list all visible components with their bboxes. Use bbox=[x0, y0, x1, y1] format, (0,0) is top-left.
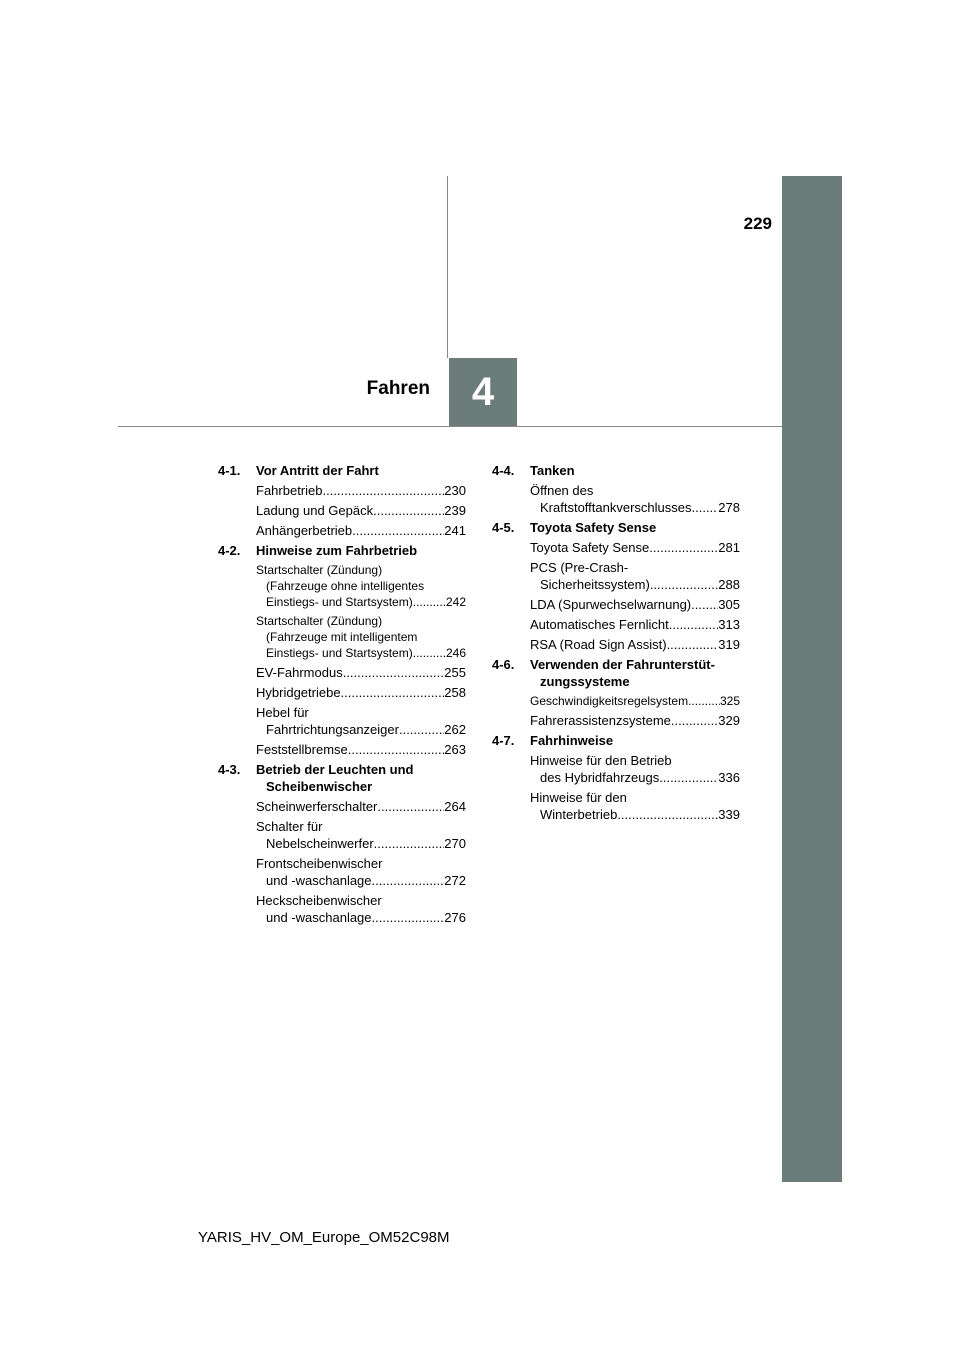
document-footer: YARIS_HV_OM_Europe_OM52C98M bbox=[198, 1229, 450, 1246]
toc-entry-page: 288 bbox=[718, 577, 740, 592]
toc-entry-line bbox=[530, 752, 740, 769]
toc-entry-line bbox=[256, 522, 466, 539]
section-number: 4-4. bbox=[492, 463, 515, 478]
toc-entry-page: 230 bbox=[444, 483, 466, 498]
dot-leader bbox=[348, 741, 445, 758]
toc-entry-text: Frontscheibenwischer bbox=[256, 856, 383, 871]
section-title bbox=[256, 462, 466, 479]
toc-entry[interactable] bbox=[256, 522, 466, 539]
toc-entry-page: 325 bbox=[719, 694, 740, 708]
toc-entry[interactable] bbox=[256, 798, 466, 815]
toc-entry-line bbox=[530, 616, 740, 633]
toc-entry[interactable] bbox=[256, 482, 466, 499]
toc-left-column bbox=[218, 462, 466, 929]
toc-entry[interactable] bbox=[256, 892, 466, 926]
section-heading bbox=[492, 462, 740, 479]
toc-section bbox=[218, 761, 466, 926]
toc-entry-text: Heckscheibenwischer bbox=[256, 893, 382, 908]
section-title-line: Tanken bbox=[530, 463, 575, 478]
toc-entry-text: Geschwindigkeitsregelsystem bbox=[530, 694, 689, 708]
section-number: 4-7. bbox=[492, 733, 515, 748]
chapter-side-tab bbox=[782, 176, 842, 1182]
toc-entry-text: Hebel für bbox=[256, 705, 309, 720]
section-number: 4-6. bbox=[492, 657, 515, 672]
toc-section bbox=[218, 462, 466, 539]
toc-entry-page: 255 bbox=[444, 665, 466, 680]
dot-leader bbox=[374, 835, 445, 852]
toc-entry[interactable] bbox=[530, 539, 740, 556]
toc-entry-line bbox=[530, 576, 740, 593]
dot-leader bbox=[372, 872, 445, 889]
horizontal-divider bbox=[118, 426, 782, 427]
toc-entry[interactable] bbox=[530, 616, 740, 633]
toc-entry-line bbox=[256, 645, 466, 661]
section-title bbox=[530, 732, 740, 749]
section-heading bbox=[218, 462, 466, 479]
toc-entry-line bbox=[256, 855, 466, 872]
toc-entry-line bbox=[256, 835, 466, 852]
chapter-number: 4 bbox=[471, 369, 495, 414]
toc-entry[interactable] bbox=[256, 502, 466, 519]
toc-entry-page: 264 bbox=[444, 799, 466, 814]
toc-entry[interactable] bbox=[530, 482, 740, 516]
section-title bbox=[530, 519, 740, 536]
toc-entry-page: 305 bbox=[718, 597, 740, 612]
toc-entry-line bbox=[256, 872, 466, 889]
toc-entry[interactable] bbox=[530, 789, 740, 823]
toc-entry-line bbox=[256, 482, 466, 499]
toc-entry-line bbox=[256, 741, 466, 758]
toc-entry-line bbox=[256, 613, 466, 629]
toc-entry-line bbox=[256, 502, 466, 519]
section-heading bbox=[492, 656, 740, 690]
dot-leader bbox=[341, 684, 445, 701]
dot-leader bbox=[691, 596, 718, 613]
vertical-divider bbox=[447, 176, 448, 358]
toc-entry-text: Winterbetrieb bbox=[540, 807, 618, 822]
toc-entry-line bbox=[256, 664, 466, 681]
dot-leader bbox=[373, 502, 444, 519]
toc-entry[interactable] bbox=[530, 712, 740, 729]
toc-entry-text: Automatisches Fernlicht bbox=[530, 617, 669, 632]
section-heading bbox=[218, 542, 466, 559]
toc-entry[interactable] bbox=[256, 704, 466, 738]
toc-entry-page: 262 bbox=[444, 722, 466, 737]
toc-entry-line bbox=[530, 769, 740, 786]
toc-entry-line bbox=[530, 499, 740, 516]
toc-entry-line bbox=[256, 562, 466, 578]
toc-section bbox=[492, 462, 740, 516]
toc-entry[interactable] bbox=[256, 818, 466, 852]
toc-entry-page: 258 bbox=[444, 685, 466, 700]
dot-leader bbox=[352, 522, 444, 539]
section-title-line: Scheibenwischer bbox=[266, 779, 373, 794]
toc-entry[interactable] bbox=[530, 596, 740, 613]
toc-entry-text: Nebelscheinwerfer bbox=[266, 836, 374, 851]
toc-entry-text: Anhängerbetrieb bbox=[256, 523, 353, 538]
section-title-line: Verwenden der Fahrunterstüt- bbox=[530, 657, 715, 672]
toc-entry-line bbox=[256, 892, 466, 909]
dot-leader bbox=[649, 539, 718, 556]
toc-entry-text: Öffnen des bbox=[530, 483, 594, 498]
toc-entry-text: Ladung und Gepäck bbox=[256, 503, 374, 518]
toc-entry-text: des Hybridfahrzeugs bbox=[540, 770, 660, 785]
section-title-line: Betrieb der Leuchten und bbox=[256, 762, 414, 777]
toc-entry-line bbox=[256, 909, 466, 926]
toc-entry-page: 272 bbox=[444, 873, 466, 888]
toc-entry-line bbox=[530, 789, 740, 806]
toc-entry[interactable] bbox=[530, 559, 740, 593]
toc-entry[interactable] bbox=[530, 693, 740, 709]
toc-entry-page: 336 bbox=[718, 770, 740, 785]
toc-entry-text: Startschalter (Zündung) bbox=[256, 614, 383, 628]
section-number: 4-1. bbox=[218, 463, 241, 478]
toc-entry-text: und -waschanlage bbox=[266, 873, 372, 888]
toc-entry-line bbox=[256, 594, 466, 610]
dot-leader bbox=[669, 616, 719, 633]
toc-entry-text: PCS (Pre-Crash- bbox=[530, 560, 629, 575]
section-title-line: Fahrhinweise bbox=[530, 733, 614, 748]
section-title bbox=[256, 542, 466, 559]
toc-entry-text: Hinweise für den Betrieb bbox=[530, 753, 672, 768]
section-heading bbox=[492, 519, 740, 536]
dot-leader bbox=[377, 798, 444, 815]
toc-entry-line bbox=[530, 712, 740, 729]
toc-entry-text: Sicherheitssystem) bbox=[540, 577, 650, 592]
section-heading bbox=[492, 732, 740, 749]
toc-entry-line bbox=[530, 693, 740, 709]
section-heading bbox=[218, 761, 466, 795]
toc-entry-line bbox=[530, 636, 740, 653]
toc-entry-page: 246 bbox=[445, 646, 466, 660]
toc-entry-line bbox=[256, 704, 466, 721]
section-title bbox=[530, 656, 740, 690]
toc-entry-line bbox=[256, 721, 466, 738]
section-number: 4-5. bbox=[492, 520, 515, 535]
toc-entry-page: 319 bbox=[718, 637, 740, 652]
toc-entry-text: EV-Fahrmodus bbox=[256, 665, 343, 680]
chapter-title: Fahren bbox=[366, 378, 430, 399]
toc-right-column bbox=[492, 462, 740, 826]
toc-entry[interactable] bbox=[256, 664, 466, 681]
toc-entry-line bbox=[530, 806, 740, 823]
toc-entry-page: 313 bbox=[718, 617, 740, 632]
section-title-line: Toyota Safety Sense bbox=[530, 520, 657, 535]
section-title bbox=[530, 462, 740, 479]
toc-entry-text: Fahrbetrieb bbox=[256, 483, 323, 498]
toc-section bbox=[492, 656, 740, 729]
toc-entry-text: Einstiegs- und Startsystem) bbox=[266, 646, 413, 660]
toc-entry-page: 242 bbox=[445, 595, 466, 609]
toc-entry-text: Feststellbremse bbox=[256, 742, 348, 757]
section-title-line: zungssysteme bbox=[540, 674, 630, 689]
toc-entry-line bbox=[256, 578, 466, 594]
toc-entry-page: 281 bbox=[718, 540, 740, 555]
toc-entry-page: 270 bbox=[444, 836, 466, 851]
toc-entry-page: 239 bbox=[444, 503, 466, 518]
dot-leader bbox=[399, 721, 444, 738]
toc-entry-page: 278 bbox=[718, 500, 740, 515]
toc-entry-text: Hybridgetriebe bbox=[256, 685, 341, 700]
toc-entry-line bbox=[530, 482, 740, 499]
toc-entry[interactable] bbox=[256, 741, 466, 758]
toc-entry-text: Hinweise für den bbox=[530, 790, 627, 805]
toc-entry-text: RSA (Road Sign Assist) bbox=[530, 637, 667, 652]
dot-leader bbox=[671, 712, 718, 729]
toc-entry[interactable] bbox=[530, 636, 740, 653]
section-title-line: Hinweise zum Fahrbetrieb bbox=[256, 543, 418, 558]
toc-entry[interactable] bbox=[256, 613, 466, 661]
page-number: 229 bbox=[743, 214, 772, 233]
dot-leader bbox=[650, 576, 718, 593]
toc-entry-text: Toyota Safety Sense bbox=[530, 540, 650, 555]
dot-leader bbox=[372, 909, 445, 926]
toc-entry-line bbox=[530, 596, 740, 613]
section-title-line: Vor Antritt der Fahrt bbox=[256, 463, 379, 478]
dot-leader bbox=[413, 594, 446, 610]
section-title bbox=[256, 761, 466, 795]
toc-entry[interactable] bbox=[530, 752, 740, 786]
dot-leader bbox=[617, 806, 718, 823]
toc-entry-text: und -waschanlage bbox=[266, 910, 372, 925]
toc-entry-text: LDA (Spurwechselwarnung) bbox=[530, 597, 692, 612]
toc-entry-text: Fahrtrichtungsanzeiger bbox=[266, 722, 399, 737]
toc-entry-page: 329 bbox=[718, 713, 740, 728]
chapter-number-box bbox=[449, 358, 517, 426]
dot-leader bbox=[659, 769, 718, 786]
toc-section bbox=[218, 542, 466, 758]
dot-leader bbox=[413, 645, 446, 661]
toc-entry[interactable] bbox=[256, 562, 466, 610]
toc-section bbox=[492, 732, 740, 823]
toc-entry-page: 263 bbox=[444, 742, 466, 757]
section-number: 4-3. bbox=[218, 762, 241, 777]
toc-entry-line bbox=[256, 629, 466, 645]
toc-entry-page: 241 bbox=[444, 523, 466, 538]
dot-leader bbox=[343, 664, 445, 681]
dot-leader bbox=[667, 636, 719, 653]
toc-entry-text: Kraftstofftankverschlusses bbox=[540, 500, 692, 515]
toc-section bbox=[492, 519, 740, 653]
dot-leader bbox=[692, 499, 719, 516]
toc-entry-text: Fahrerassistenzsysteme bbox=[530, 713, 671, 728]
dot-leader bbox=[322, 482, 444, 499]
toc-entry-page: 339 bbox=[718, 807, 740, 822]
toc-entry-line bbox=[530, 559, 740, 576]
toc-entry[interactable] bbox=[256, 855, 466, 889]
toc-entry-line bbox=[256, 798, 466, 815]
toc-entry-text: Einstiegs- und Startsystem) bbox=[266, 595, 413, 609]
toc-entry-text: Schalter für bbox=[256, 819, 323, 834]
toc-entry[interactable] bbox=[256, 684, 466, 701]
toc-entry-text: (Fahrzeuge mit intelligentem bbox=[266, 630, 418, 644]
toc-entry-text: Startschalter (Zündung) bbox=[256, 563, 383, 577]
toc-entry-line bbox=[256, 684, 466, 701]
toc-entry-page: 276 bbox=[444, 910, 466, 925]
toc-entry-text: (Fahrzeuge ohne intelligentes bbox=[266, 579, 425, 593]
toc-entry-line bbox=[256, 818, 466, 835]
dot-leader bbox=[688, 693, 720, 709]
toc-entry-text: Scheinwerferschalter bbox=[256, 799, 378, 814]
section-number: 4-2. bbox=[218, 543, 241, 558]
toc-entry-line bbox=[530, 539, 740, 556]
